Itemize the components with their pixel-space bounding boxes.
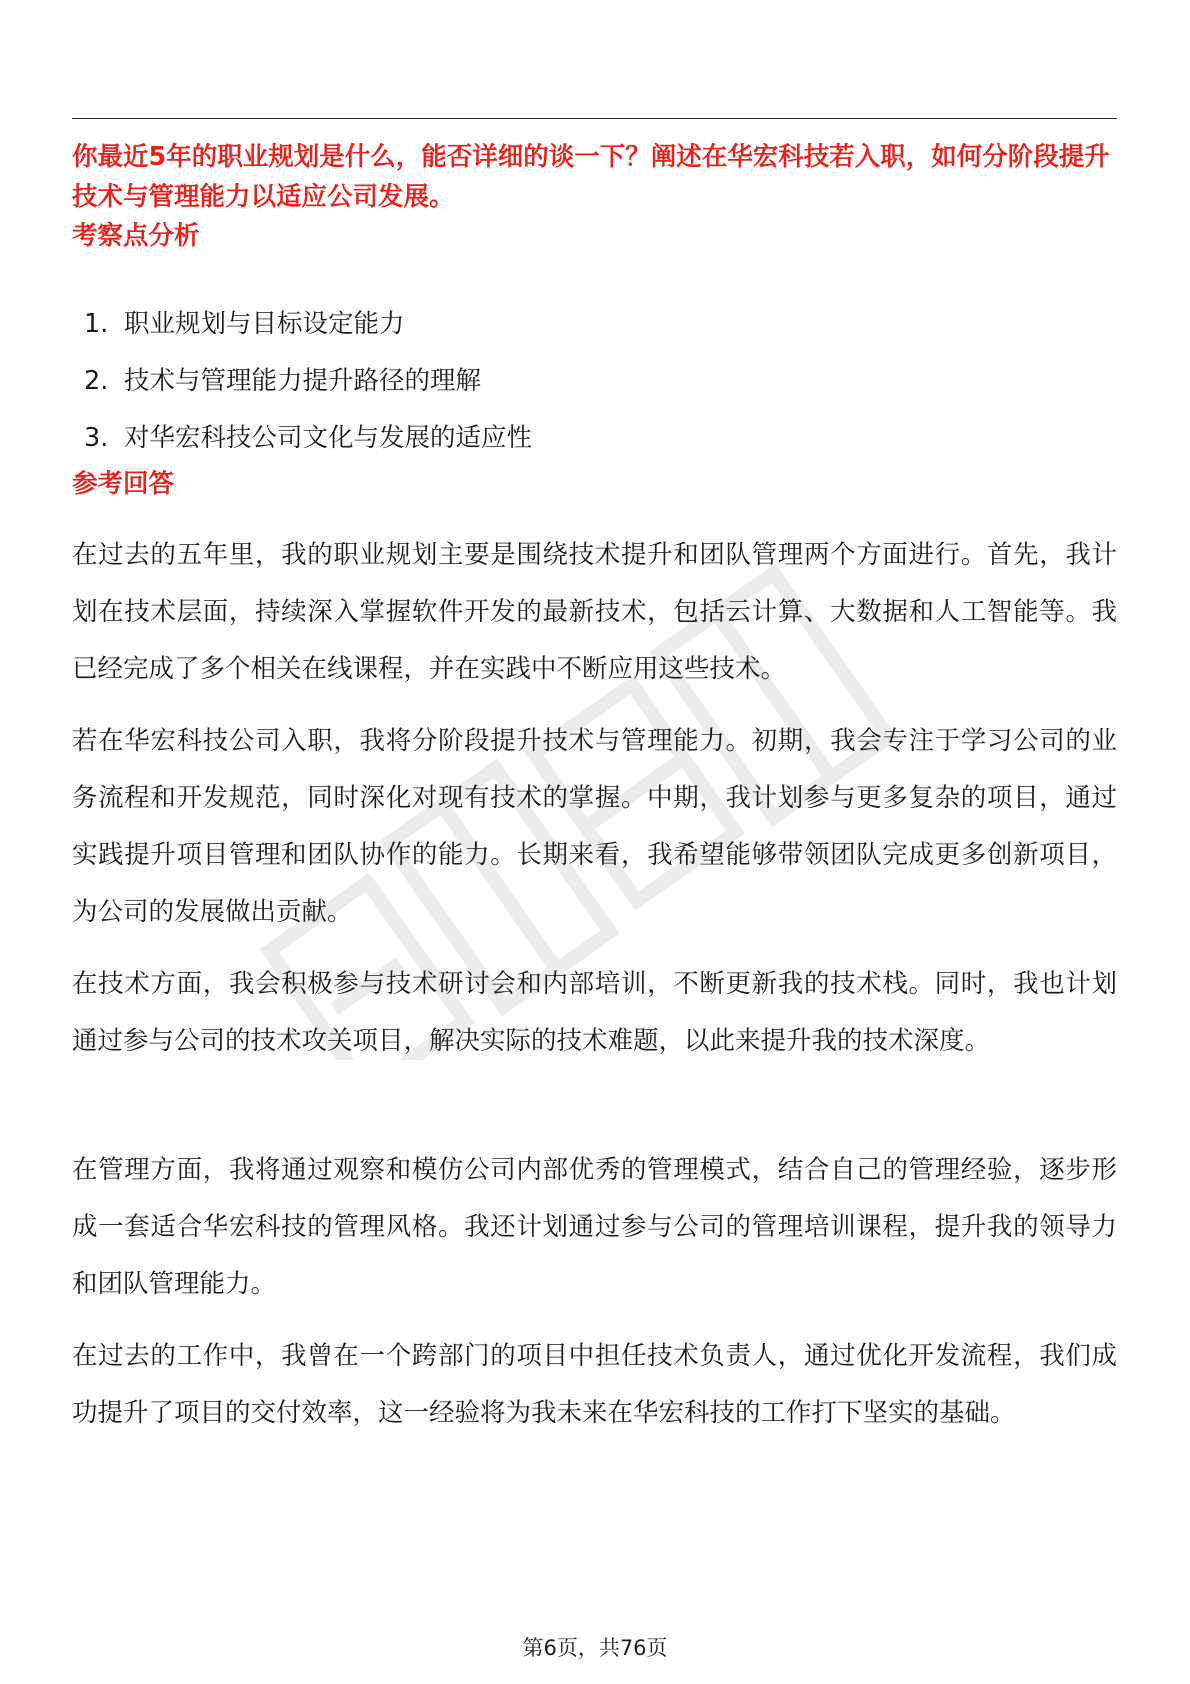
answer-paragraph-4: 在管理方面，我将通过观察和模仿公司内部优秀的管理模式，结合自己的管理经验，逐步形成一套适合华宏科技的管理风格。我还计划通过参与公司的管理培训课程，提升我的领导力和团队管理能力。: [72, 1155, 1117, 1299]
top-divider: [72, 118, 1117, 119]
analysis-heading: 考察点分析: [72, 221, 200, 251]
question-title: 你最近5年的职业规划是什么，能否详细的谈一下？阐述在华宏科技若入职，如何分阶段提升技术与管理能力以适应公司发展。: [72, 142, 1110, 212]
answer-paragraph-2: 若在华宏科技公司入职，我将分阶段提升技术与管理能力。初期，我会专注于学习公司的业务流程和开发规范，同时深化对现有技术的掌握。中期，我计划参与更多复杂的项目，通过实践提升项目管理和团队协作的能力。长期来看，我希望能够带领团队完成更多创新项目，为公司的发展做出贡献。: [72, 726, 1117, 927]
list-item-number: 1.: [84, 309, 109, 339]
page-number-footer: 第6页，共76页: [522, 1636, 668, 1660]
list-item-number: 2.: [84, 366, 109, 396]
list-item-text: 对华宏科技公司文化与发展的适应性: [124, 423, 533, 453]
answer-paragraph-5: 在过去的工作中，我曾在一个跨部门的项目中担任技术负责人，通过优化开发流程，我们成功提升了项目的交付效率，这一经验将为我未来在华宏科技的工作打下坚实的基础。: [72, 1341, 1117, 1428]
answer-paragraph-1: 在过去的五年里，我的职业规划主要是围绕技术提升和团队管理两个方面进行。首先，我计划在技术层面，持续深入掌握软件开发的最新技术，包括云计算、大数据和人工智能等。我已经完成了多个相关在线课程，并在实践中不断应用这些技术。: [72, 540, 1117, 684]
list-item: [84, 363, 532, 420]
list-item-text: 职业规划与目标设定能力: [124, 309, 405, 339]
analysis-points-list: [84, 306, 532, 477]
list-item-text: 技术与管理能力提升路径的理解: [124, 366, 482, 396]
answer-heading: 参考回答: [72, 469, 175, 499]
list-item-number: 3.: [84, 423, 109, 453]
answer-paragraph-3: 在技术方面，我会积极参与技术研讨会和内部培训，不断更新我的技术栈。同时，我也计划通过参与公司的技术攻关项目，解决实际的技术难题，以此来提升我的技术深度。: [72, 969, 1117, 1056]
list-item: [84, 306, 532, 363]
